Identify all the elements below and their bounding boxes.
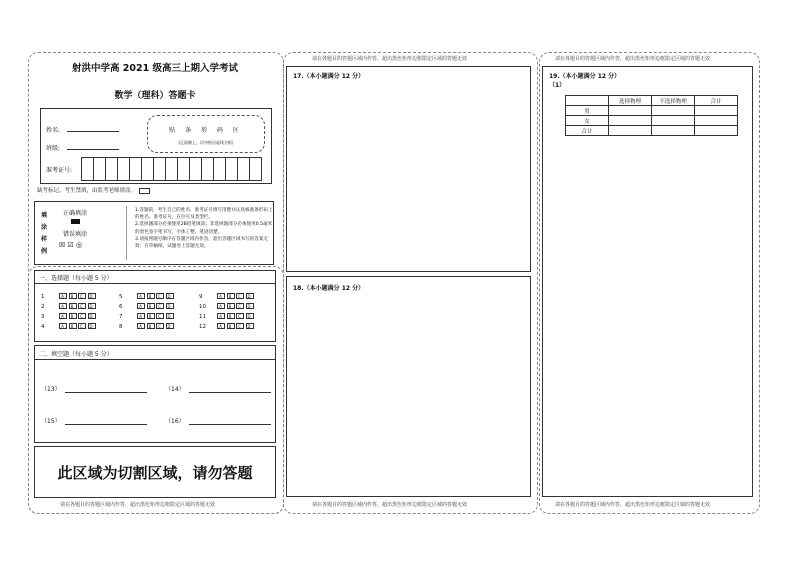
choice-number: 4 xyxy=(41,324,45,330)
table-cell[interactable] xyxy=(652,116,695,126)
choice-option-box[interactable]: C xyxy=(78,323,86,329)
choice-option-box[interactable]: A xyxy=(217,313,225,319)
table-cell: 合计 xyxy=(695,96,738,106)
instructions: 1.答题前，考生自己的姓名、准考证号填写清楚并认真核准条形码上的姓名、准考证号，在位号及类型栏。 2.选择题部分必须使用2B铅笔填涂；非选择题部分必须使用0.5毫米的黑色签字笔书写，字体工整、笔迹清楚。 3.请按照题号顺序在答题区域内作答，超出答题区域书写的答案无效；在草稿纸、试题卷上答题无效。 xyxy=(135,208,273,250)
choice-option-box[interactable]: D xyxy=(247,294,252,299)
fill-example-box xyxy=(34,201,274,265)
class-field[interactable] xyxy=(67,149,119,150)
choice-row xyxy=(41,323,97,330)
choice-option-box[interactable]: D xyxy=(89,304,94,309)
ticket-number-grid[interactable] xyxy=(81,157,262,181)
table-cell[interactable] xyxy=(652,126,695,136)
choice-option-box[interactable]: D xyxy=(167,294,172,299)
choice-option-box[interactable]: A xyxy=(59,313,67,319)
choice-number: 7 xyxy=(119,314,123,320)
choice-row xyxy=(199,323,255,330)
class-label: 班级: xyxy=(46,145,61,152)
name-field[interactable] xyxy=(67,131,119,132)
blank-header: 二、填空题（每小题 5 分） xyxy=(39,351,113,358)
absent-mark-box[interactable] xyxy=(139,188,150,194)
barcode-note: (正面朝上，切勿贴出虚线方框) xyxy=(178,140,234,145)
choice-number: 5 xyxy=(119,294,123,300)
table-cell[interactable] xyxy=(652,106,695,116)
choice-option-box[interactable]: B xyxy=(69,303,77,309)
choice-option-box[interactable]: B xyxy=(227,313,235,319)
fill-example-vertical-label: 填 涂 样 例 xyxy=(41,212,48,255)
table-cell[interactable] xyxy=(609,126,652,136)
choice-option-box[interactable]: B xyxy=(147,303,155,309)
ticket-label: 准考证号: xyxy=(46,167,73,174)
choice-row xyxy=(119,293,175,300)
choice-row xyxy=(199,293,255,300)
table-row xyxy=(566,96,738,106)
question-18-title: 18.（本小题满分 12 分） xyxy=(293,285,365,292)
choice-option-box[interactable]: B xyxy=(227,303,235,309)
choice-option-box[interactable]: C xyxy=(236,313,244,319)
name-label: 姓名: xyxy=(46,127,61,134)
choice-number: 3 xyxy=(41,314,45,320)
table-cell: 合计 xyxy=(566,126,609,136)
choice-option-box[interactable]: A xyxy=(59,323,67,329)
table-row xyxy=(566,106,738,116)
exam-title: 射洪中学高 2021 级高三上期入学考试 xyxy=(71,63,239,74)
table-cell xyxy=(566,96,609,106)
choice-row xyxy=(41,313,97,320)
notice-middle-bottom: 请在各题目的答题区域内作答，超出黑色矩形边框限定区域的答题无效 xyxy=(312,502,468,508)
choice-option-box[interactable]: D xyxy=(247,304,252,309)
choice-option-box[interactable]: B xyxy=(69,293,77,299)
choice-option-box[interactable]: C xyxy=(236,293,244,299)
table-cell[interactable] xyxy=(609,106,652,116)
choice-row xyxy=(199,313,255,320)
choice-option-box[interactable]: C xyxy=(236,323,244,329)
choice-row xyxy=(119,323,175,330)
choice-option-box[interactable]: A xyxy=(217,323,225,329)
table-cell: 选择物理 xyxy=(609,96,652,106)
barcode-area xyxy=(147,115,265,153)
table-row xyxy=(566,126,738,136)
choice-option-box[interactable]: A xyxy=(59,293,67,299)
choice-row xyxy=(199,303,255,310)
choice-option-box[interactable]: B xyxy=(147,313,155,319)
blank-15-label: （15） xyxy=(41,418,61,425)
choice-number: 9 xyxy=(199,294,203,300)
choice-option-box[interactable]: A xyxy=(137,303,145,309)
question-17-title: 17.（本小题满分 12 分） xyxy=(293,73,365,80)
table-cell[interactable] xyxy=(695,116,738,126)
table-cell[interactable] xyxy=(609,116,652,126)
choice-option-box[interactable]: A xyxy=(217,293,225,299)
table-cell[interactable] xyxy=(695,106,738,116)
choice-option-box[interactable]: D xyxy=(167,314,172,319)
blank-16-label: （16） xyxy=(165,418,185,425)
choice-option-box[interactable]: B xyxy=(227,293,235,299)
contingency-table xyxy=(565,95,738,136)
absent-mark-row xyxy=(37,186,150,194)
choice-option-box[interactable]: C xyxy=(156,303,164,309)
choice-option-box[interactable]: B xyxy=(147,293,155,299)
choice-option-box[interactable]: D xyxy=(167,324,172,329)
choice-option-box[interactable]: B xyxy=(227,323,235,329)
table-row xyxy=(566,116,738,126)
choice-number: 12 xyxy=(199,324,206,330)
choice-option-box[interactable]: D xyxy=(167,304,172,309)
choice-number: 6 xyxy=(119,304,123,310)
table-cell: 男 xyxy=(566,106,609,116)
choice-number: 2 xyxy=(41,304,45,310)
cut-area: 此区域为切割区域，请勿答题 xyxy=(34,446,276,498)
choice-option-box[interactable]: C xyxy=(156,293,164,299)
choice-option-box[interactable]: B xyxy=(69,323,77,329)
choice-option-box[interactable]: D xyxy=(89,324,94,329)
choice-option-box[interactable]: B xyxy=(69,313,77,319)
choice-option-box[interactable]: C xyxy=(236,303,244,309)
choice-option-box[interactable]: A xyxy=(137,293,145,299)
choice-option-box[interactable]: D xyxy=(89,294,94,299)
table-cell: 女 xyxy=(566,116,609,126)
table-cell[interactable] xyxy=(695,126,738,136)
choice-option-box[interactable]: A xyxy=(137,323,145,329)
choice-option-box[interactable]: C xyxy=(78,293,86,299)
blank-15-line[interactable] xyxy=(65,424,147,425)
choice-row xyxy=(41,293,97,300)
table-cell: 不选择物理 xyxy=(652,96,695,106)
barcode-title: 贴 条 形 码 区 xyxy=(169,127,243,134)
notice-right-top: 请在各题目的答题区域内作答，超出黑色矩形边框限定区域的答题无效 xyxy=(555,56,711,62)
choice-option-box[interactable]: C xyxy=(78,313,86,319)
choice-number: 11 xyxy=(199,314,206,320)
correct-fill-label: 正确填涂 xyxy=(63,210,88,217)
wrong-fill-label: 错误填涂 xyxy=(63,231,88,238)
subject-title: 数学（理科）答题卡 xyxy=(114,91,196,101)
choice-option-box[interactable]: A xyxy=(217,303,225,309)
choice-number: 1 xyxy=(41,294,45,300)
blank-16-line[interactable] xyxy=(189,424,271,425)
question-19-part: （1） xyxy=(549,82,566,89)
question-17-area[interactable] xyxy=(286,66,531,272)
choice-option-box[interactable]: C xyxy=(156,313,164,319)
choice-number: 10 xyxy=(199,304,206,310)
choice-row xyxy=(119,313,175,320)
notice-left-bottom: 请在各题目的答题区域内作答，超出黑色矩形边框限定区域的答题无效 xyxy=(60,502,216,508)
notice-right-bottom: 请在各题目的答题区域内作答，超出黑色矩形边框限定区域的答题无效 xyxy=(555,502,711,508)
choice-option-box[interactable]: C xyxy=(78,303,86,309)
blank-14-line[interactable] xyxy=(189,392,271,393)
choice-option-box[interactable]: D xyxy=(89,314,94,319)
blank-14-label: （14） xyxy=(165,386,185,393)
student-info-box xyxy=(40,108,272,184)
blank-13-label: （13） xyxy=(41,386,61,393)
correct-fill-sample xyxy=(71,219,80,224)
choice-option-box[interactable]: B xyxy=(147,323,155,329)
choice-header: 一、选择题（每小题 5 分） xyxy=(39,275,113,282)
blank-13-line[interactable] xyxy=(65,392,147,393)
blank-section xyxy=(34,345,276,443)
choice-row xyxy=(41,303,97,310)
choice-option-box[interactable]: A xyxy=(137,313,145,319)
choice-option-box[interactable]: C xyxy=(156,323,164,329)
question-19-title: 19.（本小题满分 12 分） xyxy=(549,73,621,80)
choice-row xyxy=(119,303,175,310)
choice-option-box[interactable]: D xyxy=(247,314,252,319)
notice-middle-top: 请在各题目的答题区域内作答，超出黑色矩形边框限定区域的答题无效 xyxy=(312,56,468,62)
question-18-area[interactable] xyxy=(286,276,531,497)
choice-number: 8 xyxy=(119,324,123,330)
choice-option-box[interactable]: D xyxy=(247,324,252,329)
absent-mark-text: 缺考标记，考生禁填，由监考老师填涂。 xyxy=(37,188,137,194)
choice-option-box[interactable]: A xyxy=(59,303,67,309)
choice-section xyxy=(34,270,276,342)
wrong-fill-samples: ☒ ☑ ◎ xyxy=(59,241,83,249)
